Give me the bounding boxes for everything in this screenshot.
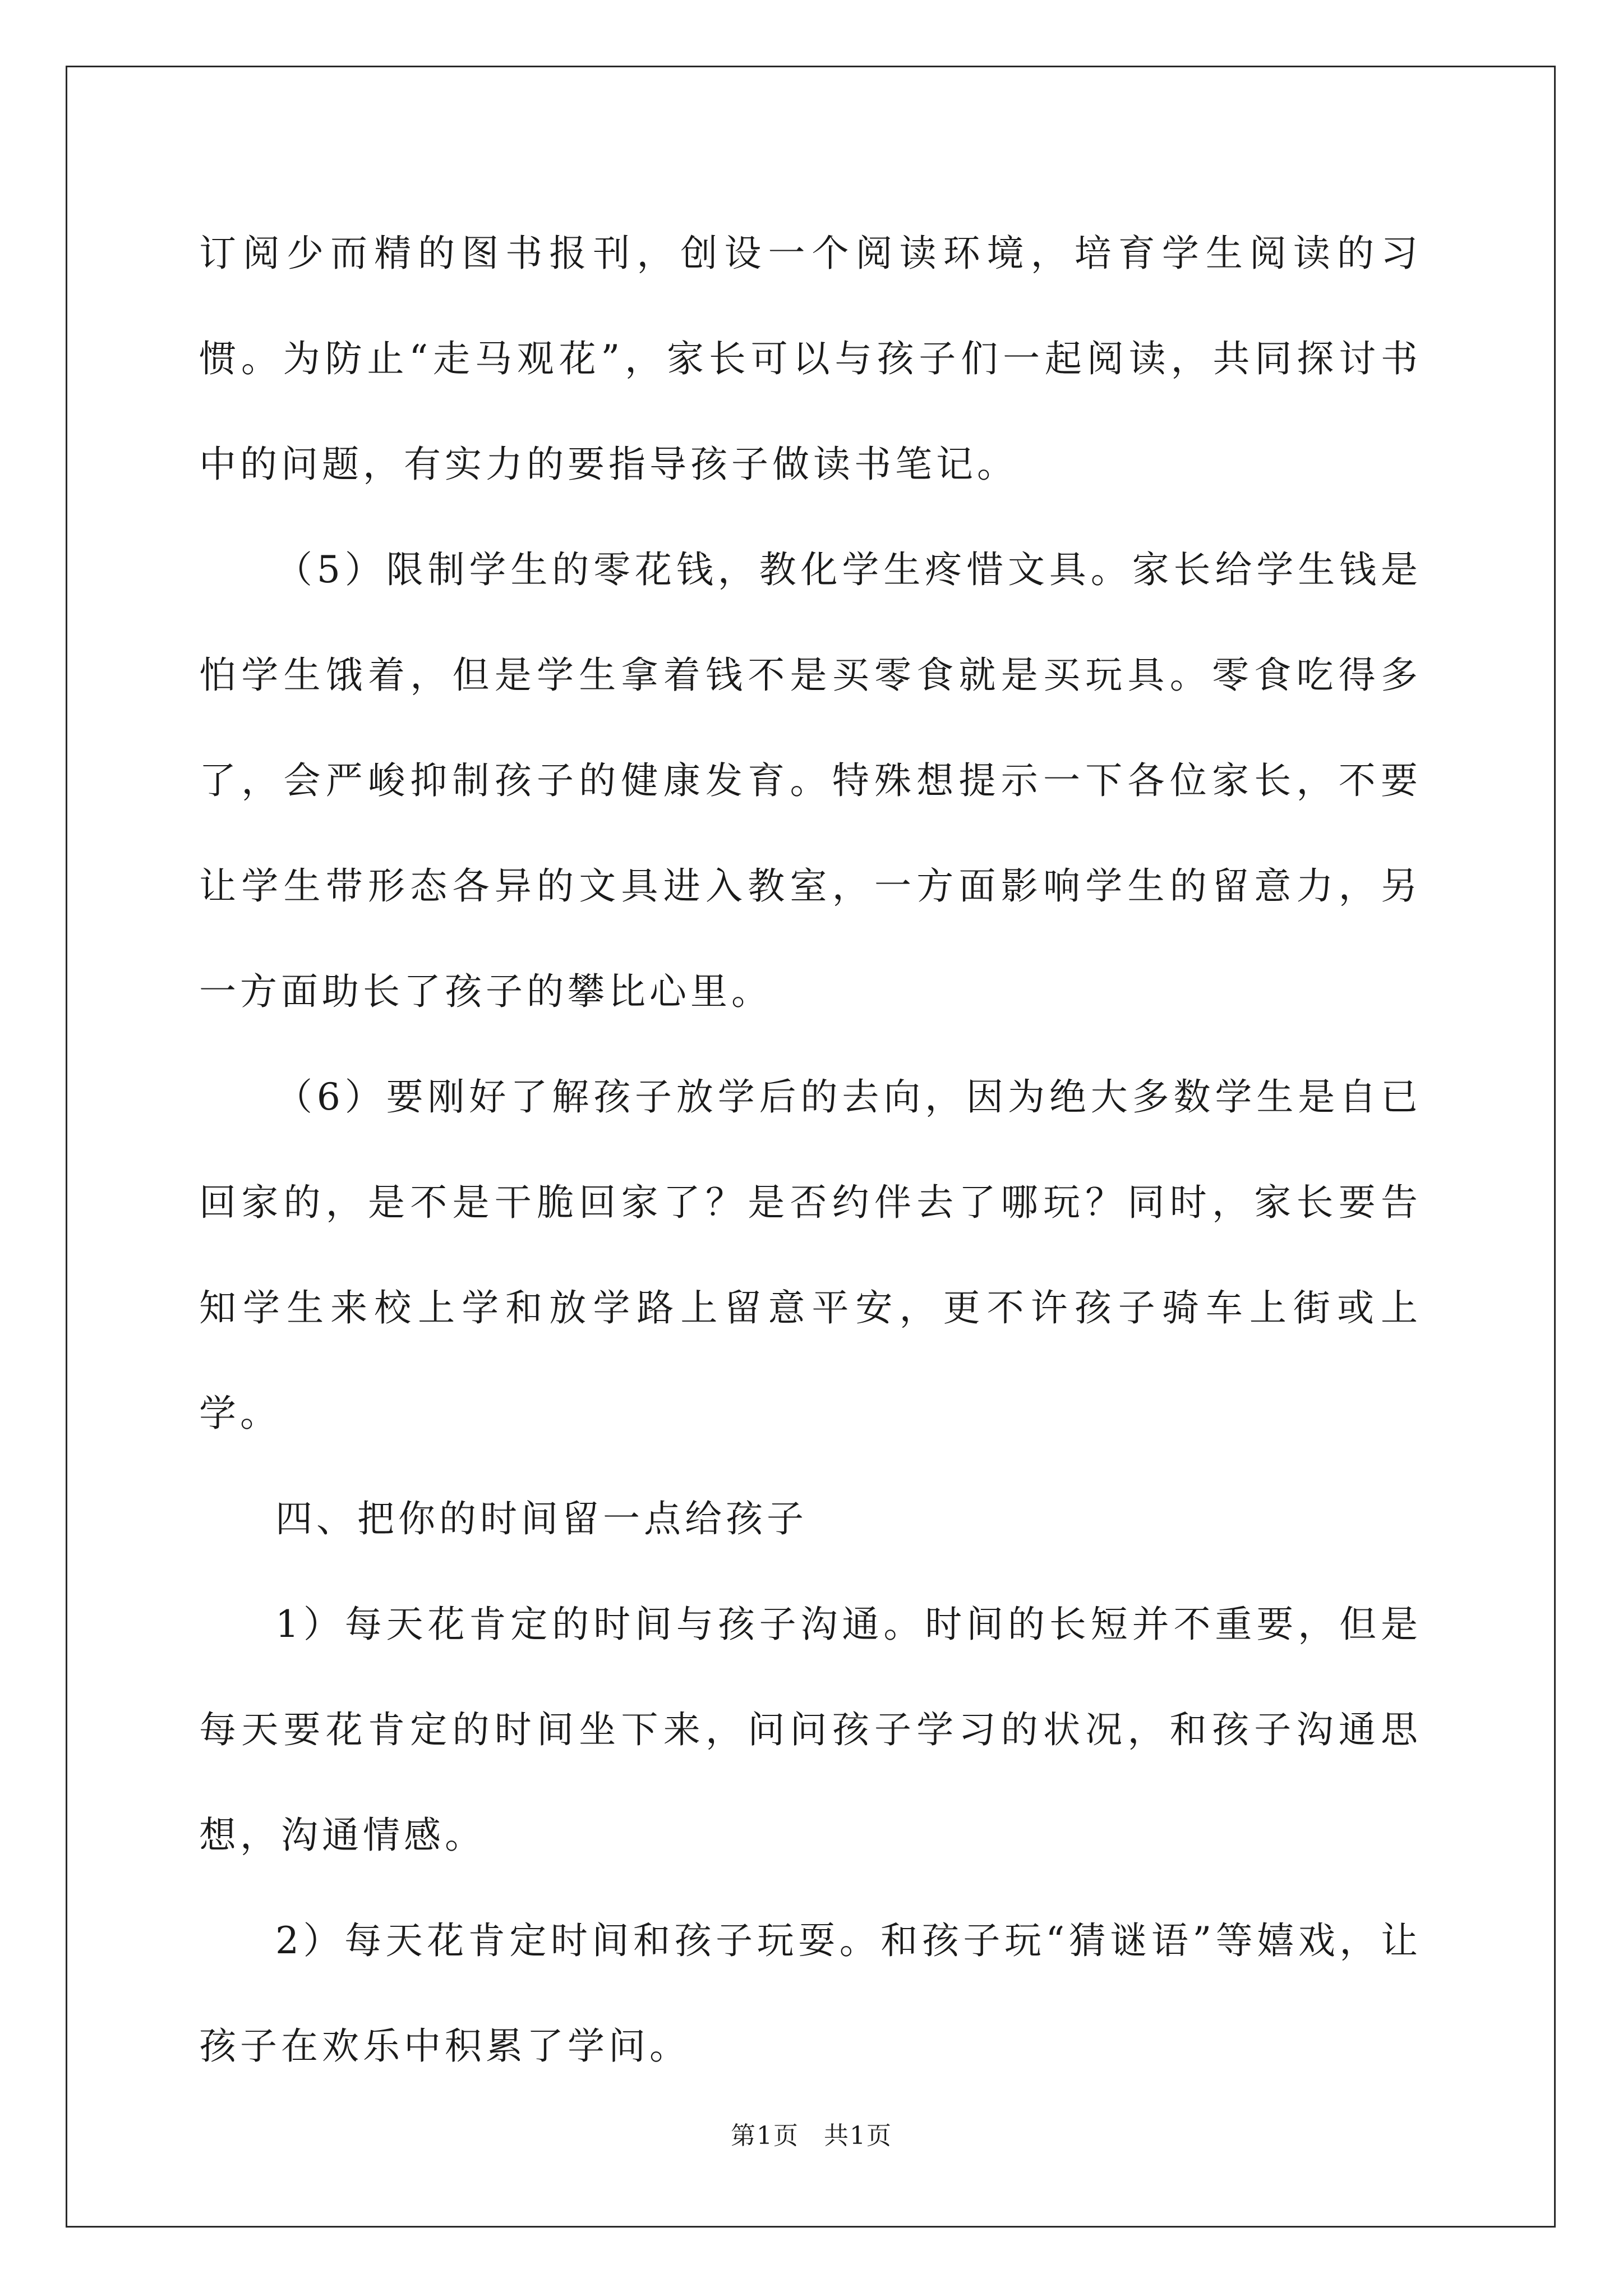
page-total: 共1页 xyxy=(824,2122,892,2150)
document-body xyxy=(199,201,1422,2099)
paragraph-3: （6）要刚好了解孩子放学后的去向，因为绝大多数学生是自已回家的，是不是干脆回家了？是否约伴去了哪玩？同时，家长要告知学生来校上学和放学路上留意平安，更不许孩子骑车上街或上学。 xyxy=(199,1075,1422,1435)
page-footer xyxy=(0,2119,1623,2153)
paragraph-1: 订阅少而精的图书报刊，创设一个阅读环境，培育学生阅读的习惯。为防止“走马观花”，家长可以与孩子们一起阅读，共同探讨书中的问题，有实力的要指导孩子做读书笔记。 xyxy=(199,232,1422,486)
paragraph-2: （5）限制学生的零花钱，教化学生疼惜文具。家长给学生钱是怕学生饿着，但是学生拿着钱不是买零食就是买玩具。零食吃得多了，会严峻抑制孩子的健康发育。特殊想提示一下各位家长，不要让学生带形态各异的文具进入教室，一方面影响学生的留意力，另一方面助长了孩子的攀比心里。 xyxy=(199,548,1422,1013)
page-number: 第1页 xyxy=(731,2122,799,2150)
paragraph-4: 1）每天花肯定的时间与孩子沟通。时间的长短并不重要，但是每天要花肯定的时间坐下来，问问孩子学习的状况，和孩子沟通思想，沟通情感。 xyxy=(199,1603,1422,1857)
paragraph-5: 2）每天花肯定时间和孩子玩耍。和孩子玩“猜谜语”等嬉戏，让孩子在欢乐中积累了学问。 xyxy=(199,1919,1422,2068)
section-heading: 四、把你的时间留一点给孩子 xyxy=(275,1497,808,1540)
